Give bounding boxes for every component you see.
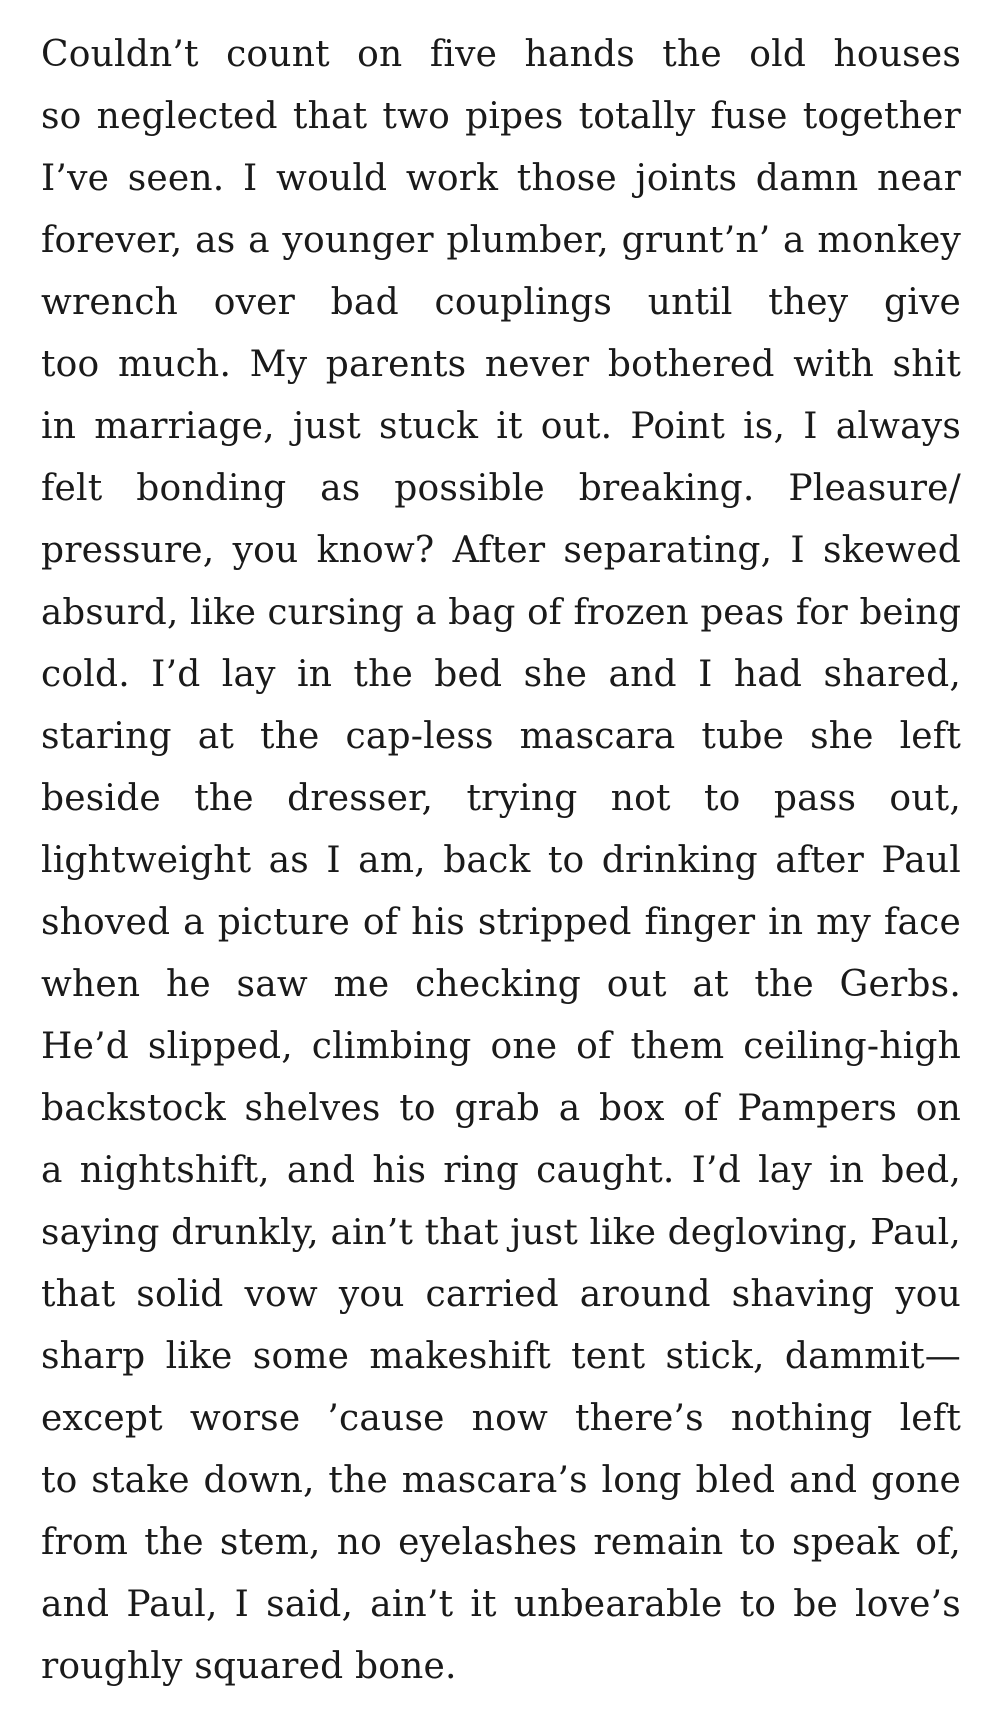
poem-line: that solid vow you carried around shaving you	[41, 1274, 961, 1315]
poem-line: and Paul, I said, ain’t it unbearable to be love’s	[41, 1584, 961, 1625]
poem-line: He’d slipped, climbing one of them ceiling-high	[41, 1026, 961, 1067]
poem-line: saying drunkly, ain’t that just like degloving, Paul,	[41, 1212, 961, 1253]
poem-line: so neglected that two pipes totally fuse together	[41, 96, 961, 137]
poem-line: from the stem, no eyelashes remain to speak of,	[41, 1522, 961, 1563]
poem-line: lightweight as I am, back to drinking after Paul	[41, 840, 961, 881]
poem-line: in marriage, just stuck it out. Point is, I always	[41, 406, 961, 447]
poem-line: cold. I’d lay in the bed she and I had shared,	[41, 654, 961, 695]
poem-line: pressure, you know? After separating, I skewed	[41, 530, 961, 571]
poem-line: except worse ’cause now there’s nothing left	[41, 1398, 961, 1439]
poem-line: a nightshift, and his ring caught. I’d lay in bed,	[41, 1150, 961, 1191]
poem-line: shoved a picture of his stripped finger in my face	[41, 902, 961, 943]
poem-line: forever, as a younger plumber, grunt’n’ a monkey	[41, 220, 961, 261]
poem-line: to stake down, the mascara’s long bled and gone	[41, 1460, 961, 1501]
poem-line: absurd, like cursing a bag of frozen peas for being	[41, 592, 962, 633]
poem-line: Couldn’t count on five hands the old houses	[41, 34, 961, 75]
poem-line: sharp like some makeshift tent stick, dammit—	[41, 1336, 961, 1377]
poem-line: too much. My parents never bothered with shit	[41, 344, 961, 385]
poem-line: felt bonding as possible breaking. Pleasure/	[41, 468, 961, 509]
poem-line: staring at the cap-less mascara tube she left	[41, 716, 961, 757]
poem-line-last: roughly squared bone.	[41, 1646, 457, 1687]
poem-line: when he saw me checking out at the Gerbs.	[41, 964, 961, 1005]
poem-line: backstock shelves to grab a box of Pampers on	[41, 1088, 961, 1129]
poem-body	[41, 24, 961, 1698]
poem-line: beside the dresser, trying not to pass out,	[41, 778, 961, 819]
poem-line: I’ve seen. I would work those joints damn near	[41, 158, 961, 199]
poem-line: wrench over bad couplings until they give	[41, 282, 961, 323]
